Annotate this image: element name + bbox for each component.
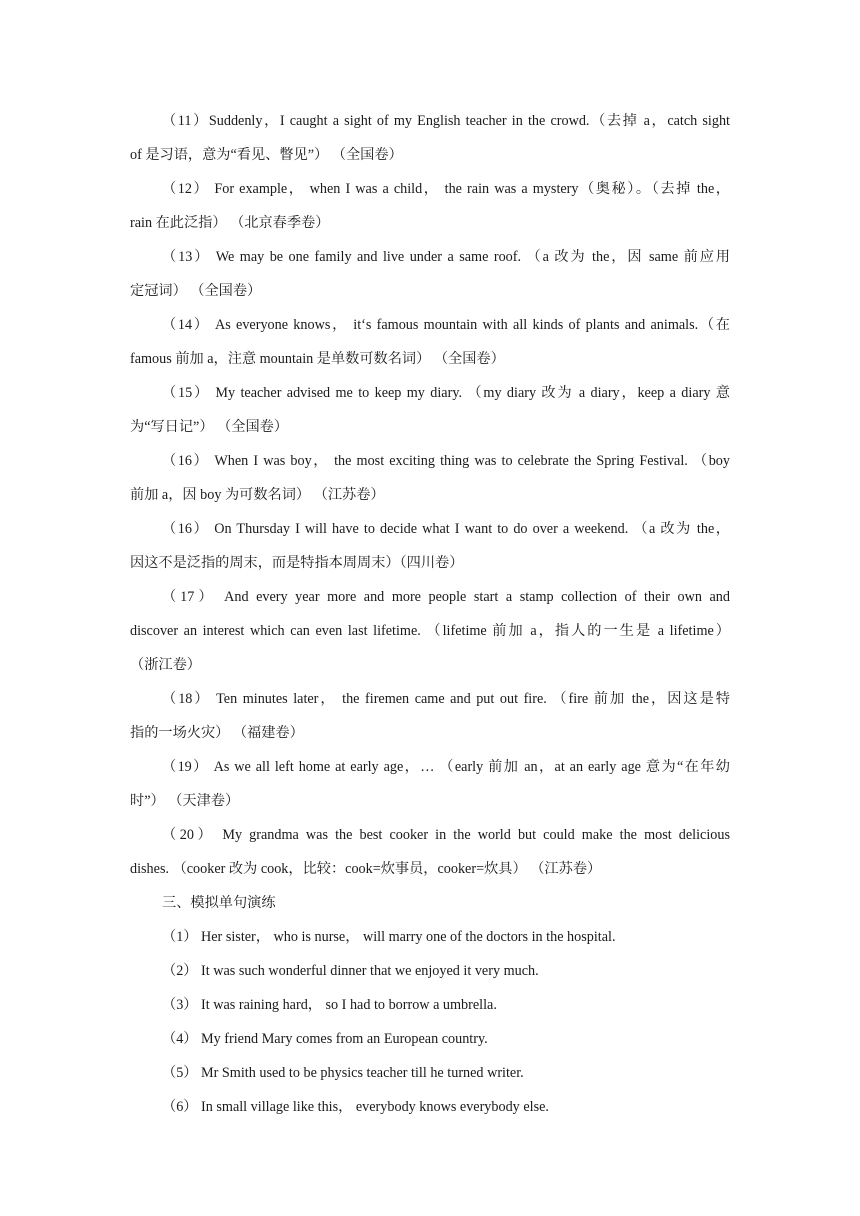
error-item-line: （12） For example， when I was a child， the rain was a mystery（奥秘）。（去掉 the， [162,181,730,197]
document-body [130,104,730,1124]
error-item-note: 因这不是泛指的周末，而是特指本周周末）（四川卷） [130,555,464,571]
error-item-line: （16） On Thursday I will have to decide what I want to do over a weekend. （a 改为 the， [162,521,730,537]
error-item [130,750,730,818]
error-item [130,240,730,308]
error-item-line: （14） As everyone knows， it‘s famous mountain with all kinds of plants and animals.（在 [162,317,730,333]
error-item [130,172,730,240]
error-item-line: （16） When I was boy， the most exciting thing was to celebrate the Spring Festival. （boy [162,453,730,469]
error-item-line: （18） Ten minutes later， the firemen came and put out fire. （fire 前加 the，因这是特 [162,691,730,707]
error-item-line: （13） We may be one family and live under a same roof. （a 改为 the，因 same 前应用 [162,249,730,265]
error-item [130,818,730,886]
error-item-line: （20） My grandma was the best cooker in the world but could make the most delicious [162,827,730,843]
error-item [130,308,730,376]
exercise-item: （2） It was such wonderful dinner that we enjoyed it very much. [162,963,539,979]
error-item [130,512,730,580]
error-item-line: （15） My teacher advised me to keep my diary. （my diary 改为 a diary，keep a diary 意 [162,385,730,401]
error-item [130,104,730,172]
error-item-note: dishes. （cooker 改为 cook，比较：cook=炊事员，cooker=炊具） （江苏卷） [130,861,602,877]
error-item-note: 定冠词） （全国卷） [130,283,262,299]
error-item-line: （19） As we all left home at early age，… （early 前加 an，at an early age 意为“在年幼 [162,759,730,775]
error-item-source: （浙江卷） [130,657,201,673]
error-item-line: （17） And every year more and more people start a stamp collection of their own and [162,589,730,605]
error-item [130,682,730,750]
error-item [130,444,730,512]
exercise-item: （4） My friend Mary comes from an European country. [162,1031,488,1047]
exercise-item: （3） It was raining hard， so I had to borrow a umbrella. [162,997,497,1013]
error-item-note: 时”） （天津卷） [130,793,240,809]
error-item-note: 为“写日记”） （全国卷） [130,419,289,435]
error-item [130,376,730,444]
error-item-line: （11）Suddenly，I caught a sight of my English teacher in the crowd.（去掉 a，catch sight [162,113,730,129]
error-item-note: of 是习语，意为“看见、瞥见”） （全国卷） [130,147,403,163]
error-item-note: rain 在此泛指） （北京春季卷） [130,215,330,231]
exercise-item: （6） In small village like this， everybody knows everybody else. [162,1099,549,1115]
exercise-item: （1） Her sister， who is nurse， will marry one of the doctors in the hospital. [162,929,616,945]
error-item [130,580,730,682]
error-item-note: famous 前加 a，注意 mountain 是单数可数名词） （全国卷） [130,351,505,367]
section-heading: 三、模拟单句演练 [162,895,276,911]
error-item-note: 前加 a，因 boy 为可数名词） （江苏卷） [130,487,385,503]
error-item-note: discover an interest which can even last lifetime. （lifetime 前加 a，指人的一生是 a lifetime） [130,623,730,639]
exercise-item: （5） Mr Smith used to be physics teacher till he turned writer. [162,1065,524,1081]
error-item-note: 指的一场火灾） （福建卷） [130,725,304,741]
